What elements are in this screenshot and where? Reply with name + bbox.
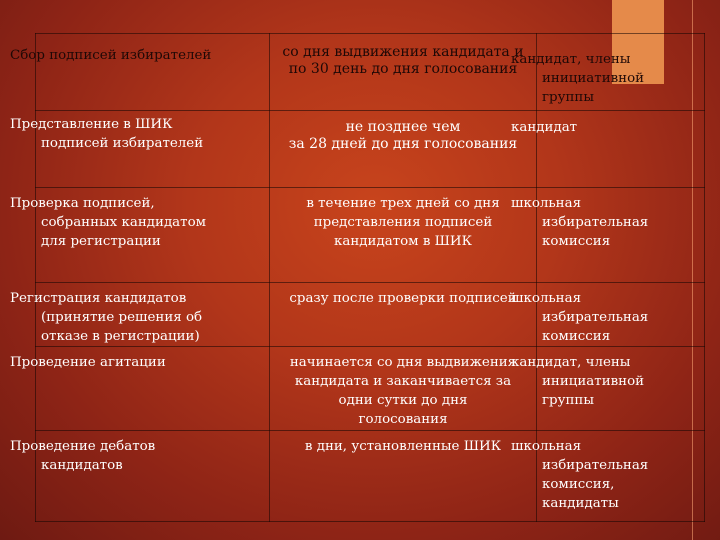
event-text: Проведение агитации <box>10 355 166 370</box>
responsible-cell <box>511 111 705 188</box>
responsible-cell <box>511 347 705 431</box>
period-text: сразу после проверки подписей <box>289 291 517 306</box>
event-cell <box>10 431 270 522</box>
event-cell <box>10 188 270 283</box>
event-text: Проведение дебатов кандидатов <box>10 439 156 473</box>
period-text: со дня выдвижения кандидата и по 30 день до дня голосования <box>282 44 524 77</box>
responsible-text: школьная избирательная комиссия <box>511 291 649 344</box>
period-cell <box>270 34 537 111</box>
event-cell <box>10 111 270 188</box>
period-text: начинается со дня выдвижения кандидата и заканчивается за одни сутки до дня голосования <box>289 355 517 427</box>
event-text: Представление в ШИК подписей избирателей <box>10 117 204 151</box>
responsible-text: кандидат, члены инициативной группы <box>511 52 645 105</box>
table-row <box>36 347 705 431</box>
table-row <box>36 283 705 347</box>
responsible-text: школьная избирательная комиссия <box>511 196 649 249</box>
period-cell <box>270 111 537 188</box>
period-cell <box>270 188 537 283</box>
table-row <box>36 34 705 111</box>
period-cell <box>270 347 537 431</box>
table-row <box>36 111 705 188</box>
responsible-cell <box>511 188 705 283</box>
event-text: Регистрация кандидатов (принятие решения об отказе в регистрации) <box>10 291 203 344</box>
period-text: в течение трех дней со дня представления подписей кандидатом в ШИК <box>306 196 500 249</box>
period-cell <box>270 283 537 347</box>
event-text: Проверка подписей, собранных кандидатом для регистрации <box>10 196 207 249</box>
event-text: Сбор подписей избирателей <box>10 48 212 63</box>
period-text: не позднее чем за 28 дней до дня голосования <box>288 119 518 152</box>
event-cell <box>10 347 270 431</box>
responsible-text: школьная избирательная комиссия, кандидаты <box>511 439 649 511</box>
responsible-text: кандидат, члены инициативной группы <box>511 355 645 408</box>
responsible-cell <box>511 34 705 111</box>
period-text: в дни, установленные ШИК <box>304 439 502 454</box>
table-row <box>36 188 705 283</box>
table-row <box>36 431 705 522</box>
responsible-cell <box>511 283 705 347</box>
election-schedule-table <box>10 33 705 522</box>
responsible-text: кандидат <box>511 120 578 135</box>
event-cell <box>10 283 270 347</box>
responsible-cell <box>511 431 705 522</box>
period-cell <box>270 431 537 522</box>
event-cell <box>10 34 270 111</box>
